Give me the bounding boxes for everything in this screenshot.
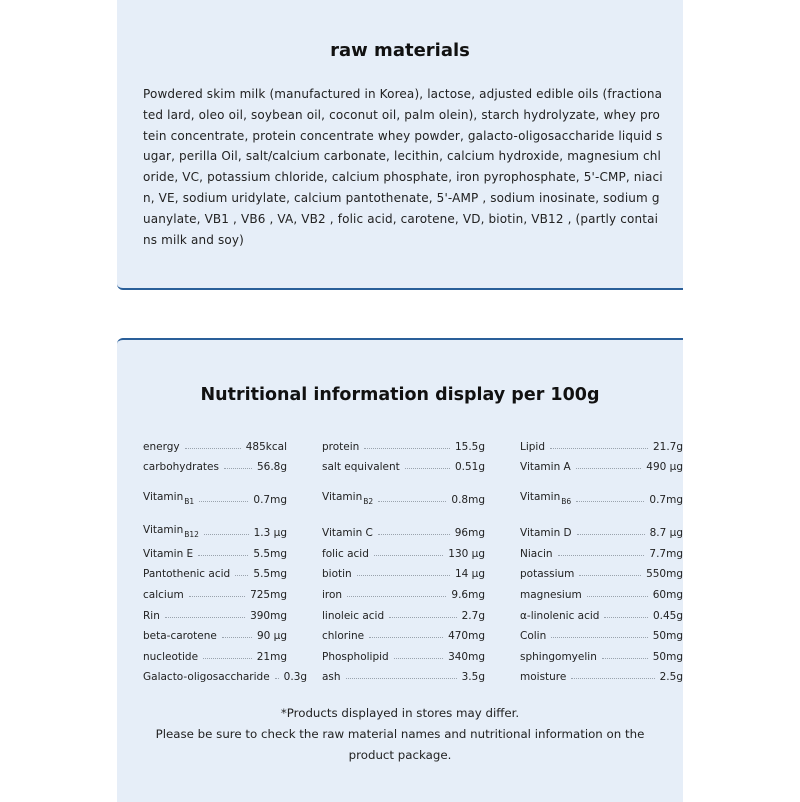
nutrition-title: Nutritional information display per 100g (200, 385, 600, 405)
nutrient-row (322, 473, 485, 506)
nutrient-name: Rin (143, 609, 160, 622)
nutrient-row (143, 642, 287, 663)
nutrient-row (322, 506, 485, 539)
nutrient-row (520, 642, 683, 663)
nutrient-value: 50mg (652, 630, 683, 643)
nutrient-row (143, 473, 287, 506)
nutrient-value: 90 μg (256, 630, 287, 643)
dotted-leader (579, 575, 641, 576)
nutrition-table (143, 432, 683, 684)
nutrient-row (520, 432, 683, 453)
nutrient-row (143, 539, 287, 560)
dotted-leader (576, 468, 642, 469)
nutrient-value: 0.7mg (649, 494, 683, 507)
nutrient-row (520, 601, 683, 622)
nutrient-name: Vitamin E (143, 547, 194, 560)
nutrient-row (143, 580, 287, 601)
dotted-leader (550, 448, 648, 449)
nutrient-value: 8.7 μg (649, 527, 683, 540)
nutrient-value: 0.45g (652, 609, 683, 622)
dotted-leader (551, 637, 647, 638)
raw-materials-title: raw materials (330, 40, 470, 61)
nutrient-value: 490 μg (646, 461, 683, 474)
dotted-leader (275, 678, 279, 679)
footer-note (117, 703, 683, 766)
dotted-leader (604, 617, 647, 618)
nutrient-value: 9.6mg (451, 588, 485, 601)
nutrient-name: carbohydrates (143, 461, 219, 474)
nutrient-row (322, 663, 485, 684)
nutrient-subscript: B12 (184, 530, 199, 540)
nutrient-name: linoleic acid (322, 609, 385, 622)
nutrient-value: 2.5g (659, 671, 683, 684)
nutrient-value: 50mg (652, 650, 683, 663)
nutrient-row (322, 642, 485, 663)
nutrient-row (143, 622, 287, 643)
nutrient-value: 7.7mg (649, 547, 683, 560)
dotted-leader (577, 534, 645, 535)
nutrient-row (143, 560, 287, 581)
nutrient-value: 21.7g (652, 440, 683, 453)
dotted-leader (235, 575, 248, 576)
nutrient-name: nucleotide (143, 650, 199, 663)
dotted-leader (198, 555, 248, 556)
nutrient-row (520, 539, 683, 560)
nutrient-row (322, 453, 485, 474)
nutrient-name: Vitamin C (322, 527, 373, 540)
nutrient-row (143, 432, 287, 453)
nutrient-value: 130 μg (448, 547, 485, 560)
dotted-leader (374, 555, 443, 556)
nutrient-row (322, 580, 485, 601)
nutrient-name: Vitamin$_{B1}$ (143, 491, 195, 507)
nutrient-name: Vitamin$_{B12}$ (143, 524, 199, 540)
nutrient-value: 485kcal (245, 440, 287, 453)
dotted-leader (576, 501, 644, 502)
nutrient-value: 0.51g (454, 461, 485, 474)
nutrient-name: energy (143, 440, 180, 453)
nutrient-name: ash (322, 671, 341, 684)
dotted-leader (189, 596, 245, 597)
dotted-leader (602, 658, 648, 659)
nutrient-value: 3.5g (461, 671, 485, 684)
nutrient-row (520, 622, 683, 643)
nutrient-name: sphingomyelin (520, 650, 597, 663)
nutrient-row (520, 560, 683, 581)
nutrient-row (143, 601, 287, 622)
dotted-leader (364, 448, 450, 449)
dotted-leader (378, 501, 446, 502)
dotted-leader (347, 596, 446, 597)
nutrient-value: 5.5mg (253, 547, 287, 560)
nutrient-name: Phospholipid (322, 650, 389, 663)
nutrient-value: 550mg (646, 568, 683, 581)
nutrient-name: magnesium (520, 588, 582, 601)
nutrient-name: iron (322, 588, 343, 601)
dotted-leader (346, 678, 457, 679)
nutrient-name: Vitamin$_{B6}$ (520, 491, 572, 507)
nutrient-name: folic acid (322, 547, 369, 560)
nutrient-value: 340mg (448, 650, 485, 663)
dotted-leader (405, 468, 450, 469)
nutrient-row (143, 453, 287, 474)
dotted-leader (558, 555, 645, 556)
nutrient-row (520, 473, 683, 506)
nutrient-name: chlorine (322, 630, 365, 643)
dotted-leader (199, 501, 248, 502)
footer-line-2: Please be sure to check the raw material names and nutritional information on the product package. (155, 727, 645, 762)
nutrient-value: 0.7mg (253, 494, 287, 507)
nutrient-row (520, 453, 683, 474)
nutrient-value: 96mg (454, 527, 485, 540)
dotted-leader (165, 617, 245, 618)
nutrient-row (322, 622, 485, 643)
nutrient-row (520, 506, 683, 539)
nutrient-value: 390mg (250, 609, 287, 622)
dotted-leader (389, 617, 457, 618)
footer-line-1: *Products displayed in stores may differ. (280, 706, 520, 720)
nutrient-name: Galacto-oligosaccharide (143, 671, 270, 684)
nutrient-value: 470mg (448, 630, 485, 643)
nutrient-row (520, 663, 683, 684)
nutrient-row (322, 539, 485, 560)
nutrient-name: biotin (322, 568, 352, 581)
nutrient-value: 1.3 μg (253, 527, 287, 540)
dotted-leader (394, 658, 443, 659)
dotted-leader (587, 596, 648, 597)
nutrient-value: 14 μg (454, 568, 485, 581)
nutrient-row (322, 432, 485, 453)
dotted-leader (224, 468, 252, 469)
nutrient-name: beta-carotene (143, 630, 217, 643)
dotted-leader (185, 448, 241, 449)
nutrient-row (322, 560, 485, 581)
nutrient-name: Lipid (520, 440, 546, 453)
dotted-leader (378, 534, 450, 535)
nutrient-row (143, 506, 287, 539)
raw-materials-text: Powdered skim milk (manufactured in Korea), lactose, adjusted edible oils (fractionated lard, oleo oil, soybean oil, coconut oil, palm olein), starch hydrolyzate, whey protein concentrate, protein concentrate whey powder, galacto-oligosaccharide liquid sugar, perilla Oil, salt/calcium carbonate, lecithin, calcium hydroxide, magnesium chloride, VC, potassium chloride, calcium phosphate, iron pyrophosphate, 5'-CMP, niacin, VE, sodium uridylate, calcium pantothenate, 5'-AMP , sodium inosinate, sodium guanylate, VB1 , VB6 , VA, VB2 , folic acid, carotene, VD, biotin, VB12 , (partly contains milk and soy) (143, 87, 663, 247)
nutrient-value: 60mg (652, 588, 683, 601)
dotted-leader (571, 678, 654, 679)
nutrient-value: 725mg (250, 588, 287, 601)
nutrient-row (322, 601, 485, 622)
nutrient-value: 5.5mg (253, 568, 287, 581)
nutrient-name: calcium (143, 588, 184, 601)
nutrient-row (143, 663, 308, 684)
nutrient-name: Vitamin A (520, 461, 571, 474)
dotted-leader (222, 637, 252, 638)
nutrient-value: 2.7g (461, 609, 485, 622)
nutrient-name: salt equivalent (322, 461, 400, 474)
nutrient-name: Colin (520, 630, 547, 643)
dotted-leader (369, 637, 443, 638)
nutrient-name: α-linolenic acid (520, 609, 600, 622)
nutrient-value: 21mg (256, 650, 287, 663)
nutrient-name: potassium (520, 568, 575, 581)
nutrient-name: Vitamin$_{B2}$ (322, 491, 374, 507)
dotted-leader (203, 658, 252, 659)
nutrient-name: moisture (520, 671, 567, 684)
nutrient-value: 0.3g (283, 671, 308, 684)
nutrient-value: 15.5g (454, 440, 485, 453)
nutrient-subscript: B2 (363, 497, 374, 507)
nutrient-subscript: B1 (184, 497, 195, 507)
nutrient-name: Pantothenic acid (143, 568, 231, 581)
nutrient-name: protein (322, 440, 360, 453)
dotted-leader (357, 575, 450, 576)
nutrient-value: 56.8g (256, 461, 287, 474)
nutrient-value: 0.8mg (451, 494, 485, 507)
nutrient-name: Vitamin D (520, 527, 572, 540)
nutrient-name: Niacin (520, 547, 553, 560)
dotted-leader (204, 534, 249, 535)
nutrient-subscript: B6 (561, 497, 572, 507)
nutrient-row (520, 580, 683, 601)
